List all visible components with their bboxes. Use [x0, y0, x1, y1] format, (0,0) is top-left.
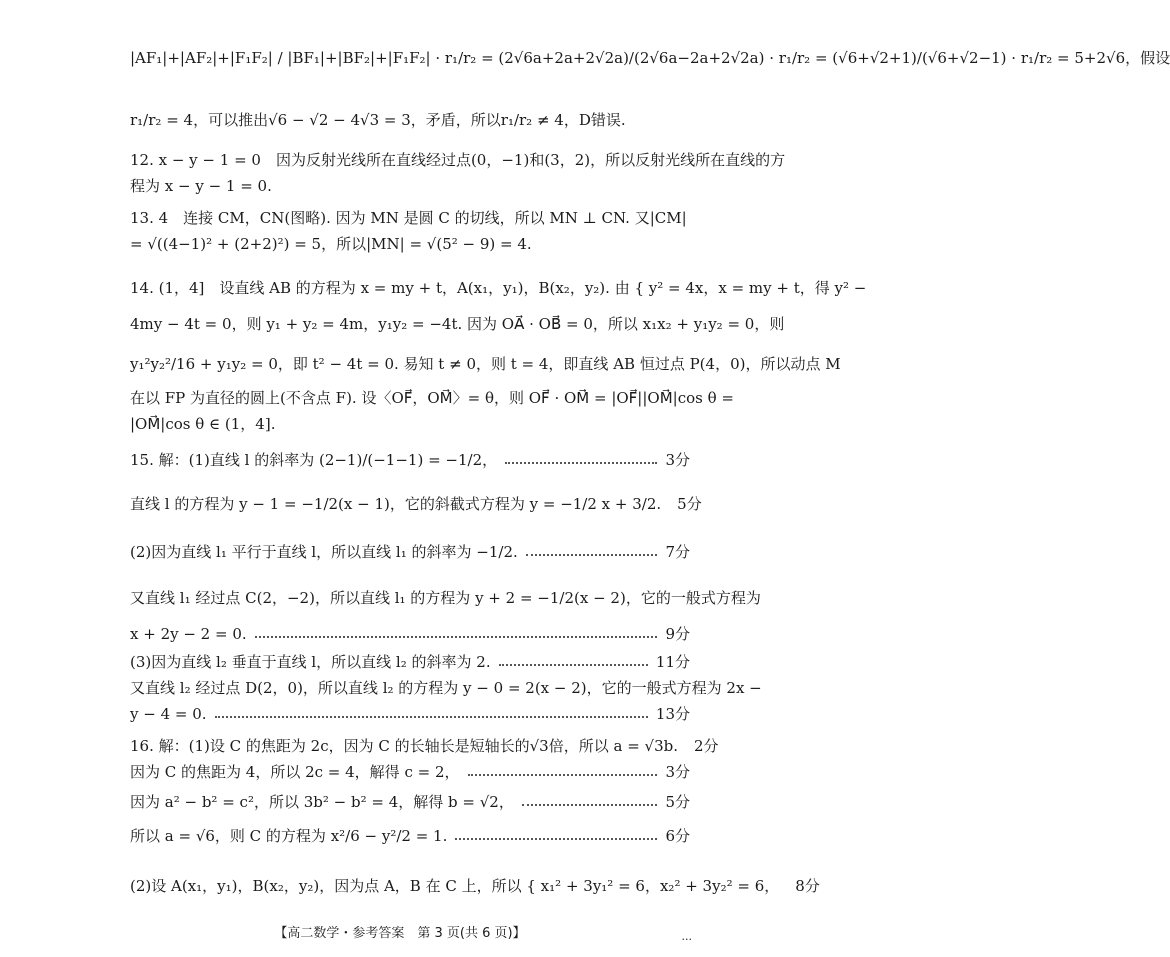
q14-line-1: 14. (1，4] 设直线 AB 的方程为 x = my + t，A(x₁，y₁)，B(x₂，y₂). 由 { y² = 4x，x = my + t，得 y² −	[130, 279, 867, 297]
q16-line-3	[130, 792, 690, 812]
leader-dots	[455, 837, 657, 840]
q16-score-5: 8分	[795, 877, 820, 895]
q14-line-5: |OM⃗|cos θ ∈ (1，4].	[130, 415, 276, 433]
q15-step-2: 直线 l 的方程为 y − 1 = −1/2(x − 1)，它的斜截式方程为 y = −1/2 x + 3/2.	[130, 495, 662, 513]
q15-score-3: 7分	[665, 543, 690, 561]
corner-mark: ...	[681, 930, 692, 943]
continuation-line-1: |AF₁|+|AF₂|+|F₁F₂| / |BF₁|+|BF₂|+|F₁F₂| · r₁/r₂ = (2√6a+2a+2√2a)/(2√6a−2a+2√2a) · r₁/r₂ = (√6+√2+1)/(√6+√2−1) · r₁/r₂ = 5+2√6，假设	[130, 49, 1170, 67]
q15-score-1: 3分	[665, 451, 690, 469]
q15-score-6: 13分	[655, 705, 690, 723]
q15-step-5: x + 2y − 2 = 0.	[130, 625, 247, 643]
q15-line-1	[130, 450, 690, 470]
q16-step-4: 所以 a = √6，则 C 的方程为 x²/6 − y²/2 = 1.	[130, 827, 448, 845]
q14-line-4: 在以 FP 为直径的圆上(不含点 F). 设〈OF⃗，OM⃗〉= θ，则 OF⃗ · OM⃗ = |OF⃗||OM⃗|cos θ =	[130, 389, 734, 407]
q13-line-1: 13. 4 连接 CM，CN(图略). 因为 MN 是圆 C 的切线，所以 MN ⊥ CN. 又|CM|	[130, 209, 687, 227]
leader-dots	[468, 773, 658, 776]
q15-score-4: 9分	[665, 625, 690, 643]
q16-step-1: 16. 解：(1)设 C 的焦距为 2c，因为 C 的长轴长是短轴长的√3倍，所以 a = √3b.	[130, 737, 679, 755]
q14-line-2: 4my − 4t = 0，则 y₁ + y₂ = 4m，y₁y₂ = −4t. 因为 OA⃗ · OB⃗ = 0，所以 x₁x₂ + y₁y₂ = 0，则	[130, 315, 785, 333]
page-footer: 【高二数学・参考答案 第 3 页(共 6 页)】	[274, 926, 526, 941]
q12-line-2: 程为 x − y − 1 = 0.	[130, 177, 272, 195]
continuation-line-2: r₁/r₂ = 4，可以推出√6 − √2 − 4√3 = 3，矛盾，所以r₁/r₂ ≠ 4，D错误.	[130, 111, 626, 129]
leader-dots	[255, 635, 658, 638]
q15-score-5: 11分	[655, 653, 690, 671]
q16-line-1	[130, 736, 719, 756]
q16-step-5: (2)设 A(x₁，y₁)，B(x₂，y₂)，因为点 A，B 在 C 上，所以 { x₁² + 3y₁² = 6，x₂² + 3y₂² = 6，	[130, 877, 780, 895]
q16-score-3: 5分	[665, 793, 690, 811]
q13-line-2: = √((4−1)² + (2+2)²) = 5，所以|MN| = √(5² − 9) = 4.	[130, 235, 532, 253]
q15-step-6: (3)因为直线 l₂ 垂直于直线 l，所以直线 l₂ 的斜率为 2.	[130, 653, 491, 671]
leader-dots	[505, 461, 657, 464]
leader-dots	[499, 663, 648, 666]
q16-score-1: 2分	[694, 737, 719, 755]
leader-dots	[215, 715, 648, 718]
q15-line-6	[130, 652, 690, 672]
q16-step-2: 因为 C 的焦距为 4，所以 2c = 4，解得 c = 2，	[130, 763, 460, 781]
leader-dots	[522, 803, 658, 806]
q15-step-8: y − 4 = 0.	[130, 705, 207, 723]
q14-line-3: y₁²y₂²/16 + y₁y₂ = 0，即 t² − 4t = 0. 易知 t ≠ 0，则 t = 4，即直线 AB 恒过点 P(4，0)，所以动点 M	[130, 355, 841, 373]
q15-score-2: 5分	[677, 495, 702, 513]
q15-line-7: 又直线 l₂ 经过点 D(2，0)，所以直线 l₂ 的方程为 y − 0 = 2(x − 2)，它的一般式方程为 2x −	[130, 679, 762, 697]
q16-line-4	[130, 826, 690, 846]
q16-line-5	[130, 876, 820, 896]
q15-line-8	[130, 704, 690, 724]
q15-line-4: 又直线 l₁ 经过点 C(2，−2)，所以直线 l₁ 的方程为 y + 2 = −1/2(x − 2)，它的一般式方程为	[130, 589, 761, 607]
q15-step-1: 15. 解：(1)直线 l 的斜率为 (2−1)/(−1−1) = −1/2，	[130, 451, 498, 469]
q12-line-1: 12. x − y − 1 = 0 因为反射光线所在直线经过点(0，−1)和(3，2)，所以反射光线所在直线的方	[130, 151, 786, 169]
q15-step-3: (2)因为直线 l₁ 平行于直线 l，所以直线 l₁ 的斜率为 −1/2.	[130, 543, 518, 561]
q15-line-3	[130, 542, 690, 562]
q16-step-3: 因为 a² − b² = c²，所以 3b² − b² = 4，解得 b = √2，	[130, 793, 514, 811]
q15-line-2	[130, 494, 702, 514]
q16-line-2	[130, 762, 690, 782]
q15-line-5	[130, 624, 690, 644]
leader-dots	[526, 553, 658, 556]
q16-score-2: 3分	[665, 763, 690, 781]
q16-score-4: 6分	[665, 827, 690, 845]
